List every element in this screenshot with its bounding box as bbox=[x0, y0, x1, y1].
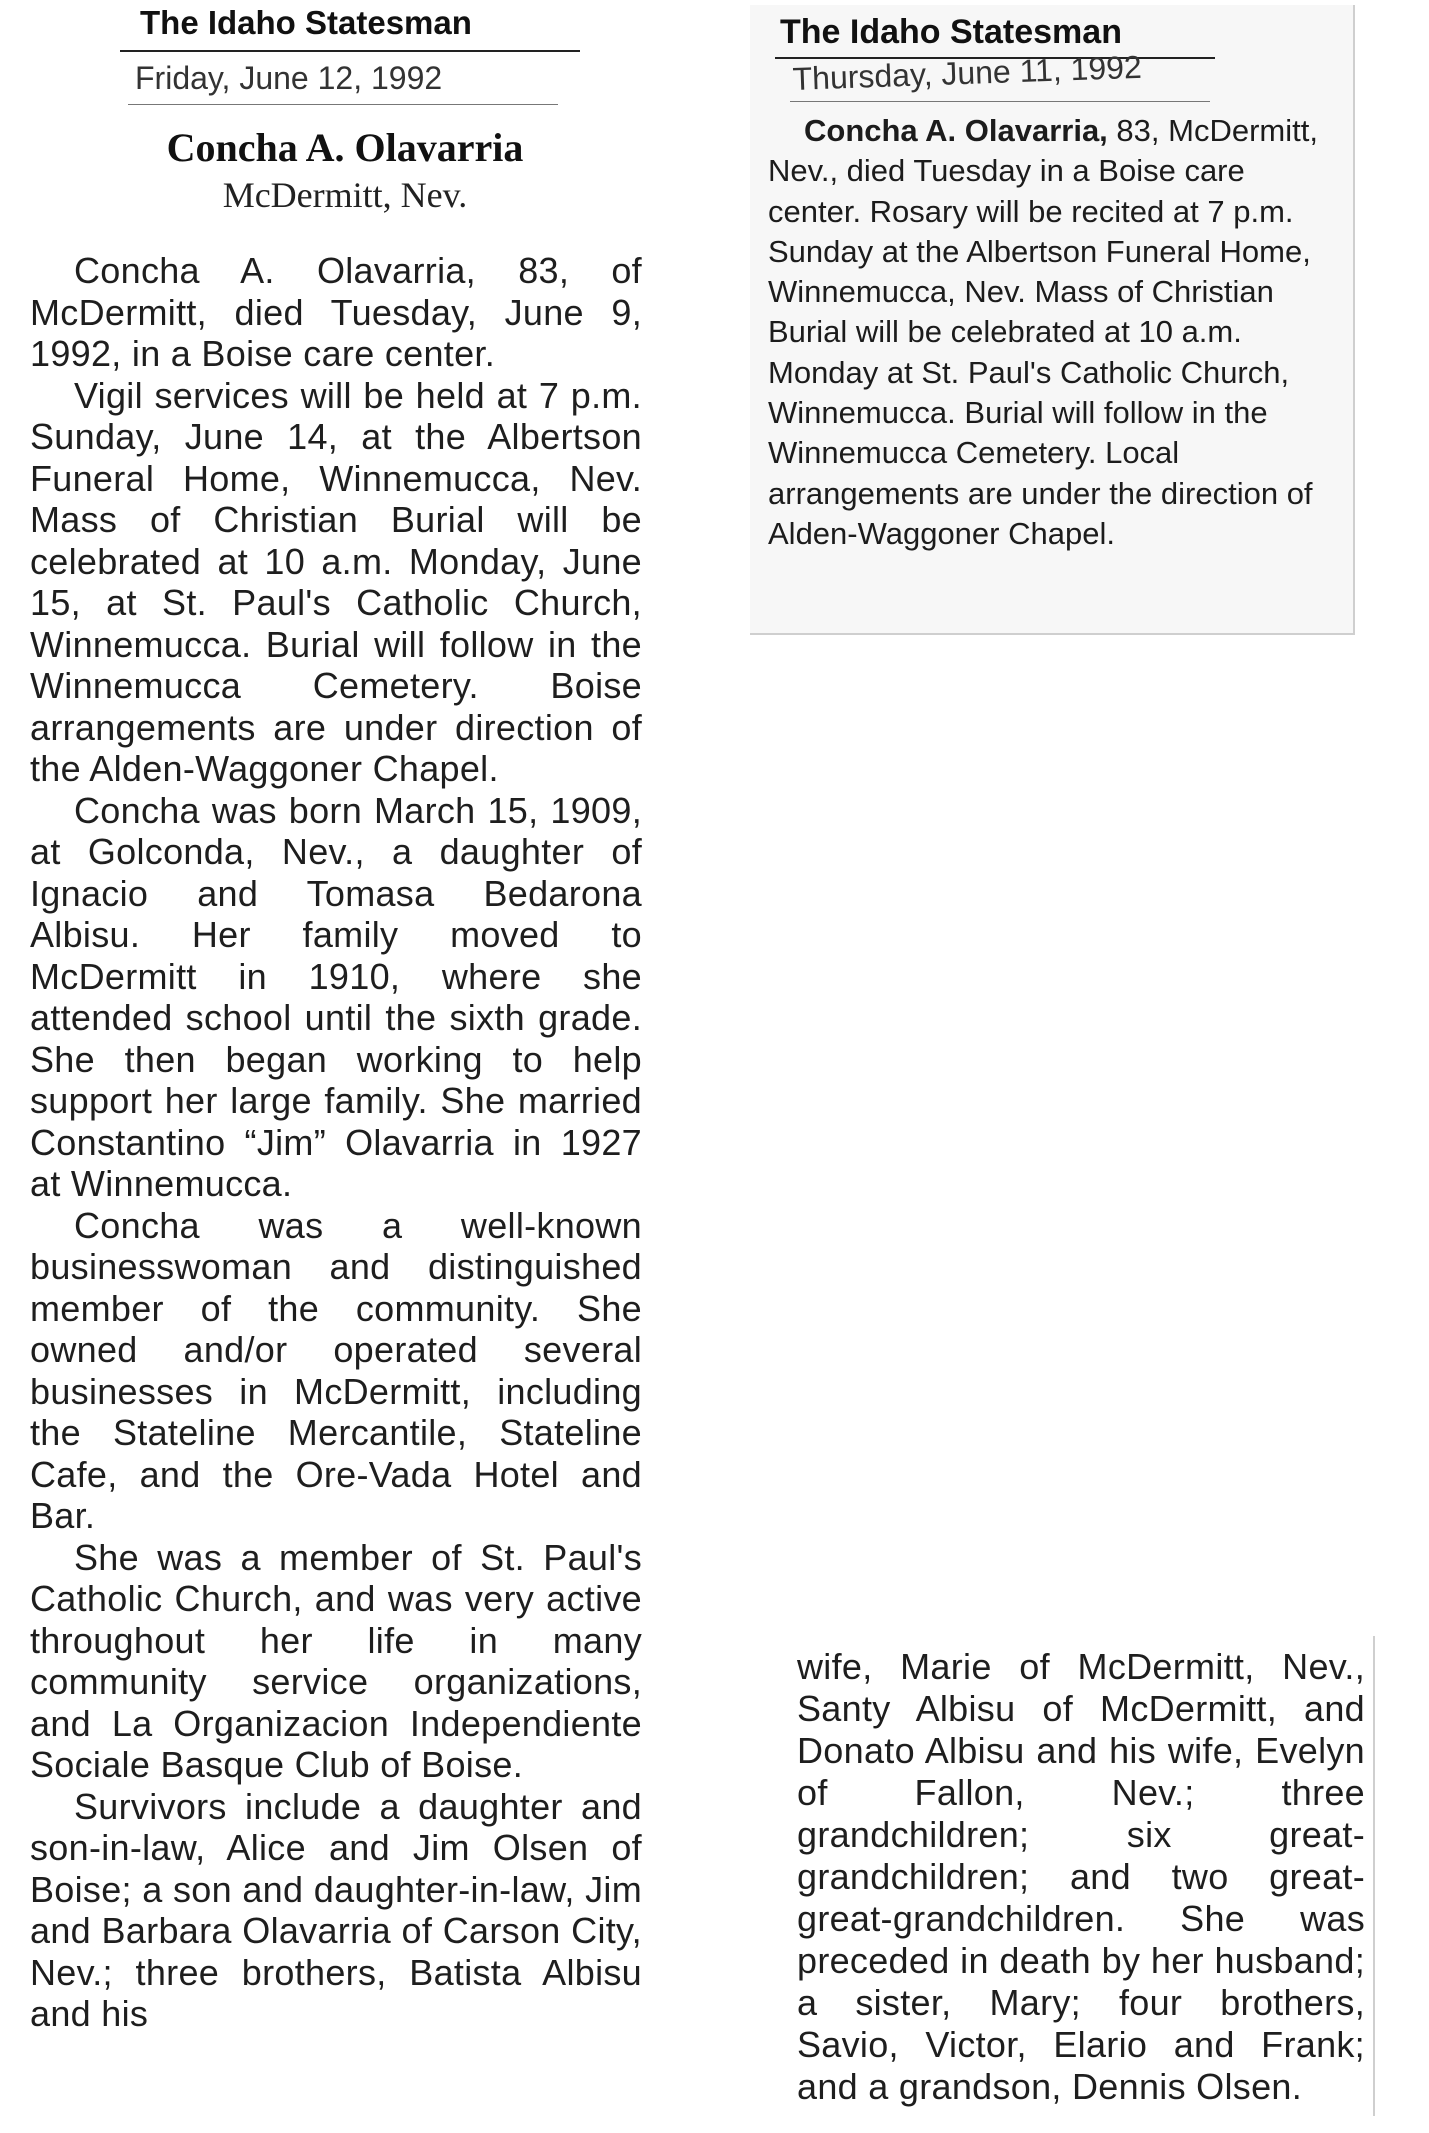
continuation-paragraph: wife, Marie of McDermitt, Nev., Santy Albisu of McDermitt, and Donato Albisu and his wife, Evelyn of Fallon, Nev.; three grandchildren; six great-grandchildren; and two great-great-grandchildren. She was preceded in death by her husband; a sister, Mary; four brothers, Savio, Victor, Elario and Frank; and a grandson, Dennis Olsen. bbox=[797, 1646, 1365, 2107]
dateline: Friday, June 12, 1992 bbox=[135, 60, 443, 96]
paragraph-death-notice: Concha A. Olavarria, 83, of McDermitt, died Tuesday, June 9, 1992, in a Boise care center. bbox=[30, 250, 642, 374]
paragraph-business: Concha was a well-known businesswoman and distinguished member of the community. She owned and/or operated several businesses in McDermitt, including the Stateline Mercantile, Stateline Cafe, and the Ore-Vada Hotel and Bar. bbox=[30, 1204, 642, 1536]
obituary-name: Concha A. Olavarria bbox=[166, 125, 524, 170]
dateline-rule bbox=[790, 101, 1210, 102]
obituary-clipping-friday bbox=[20, 0, 660, 2133]
dateline-rule bbox=[128, 104, 558, 105]
paragraph-survivors: Survivors include a daughter and son-in-law, Alice and Jim Olsen of Boise; a son and daughter-in-law, Jim and Barbara Olavarria of Carson City, Nev.; three brothers, Batista Albisu and his bbox=[30, 1785, 642, 2034]
obituary-clipping-continuation bbox=[775, 1636, 1375, 2116]
obituary-place: McDermitt, Nev. bbox=[222, 175, 468, 215]
clipping-edge-bottom bbox=[750, 633, 1355, 635]
obituary-clipping-thursday bbox=[750, 5, 1355, 635]
continuation-body bbox=[797, 1646, 1365, 2108]
notice-text: 83, McDermitt, Nev., died Tuesday in a Boise care center. Rosary will be recited at 7 p.m. Sunday at the Albertson Funeral Home, Winnemucca, Nev. Mass of Christian Burial will be celebrated at 10 a.m. Monday at St. Paul's Catholic Church, Winnemucca. Burial will follow in the Winnemucca Cemetery. Local arrangements are under the direction of Alden-Waggoner Chapel. bbox=[768, 113, 1318, 551]
masthead-rule bbox=[120, 50, 580, 52]
obituary-body bbox=[30, 250, 642, 2035]
clipping-edge-right bbox=[1373, 1636, 1375, 2116]
paragraph-biography: Concha was born March 15, 1909, at Golconda, Nev., a daughter of Ignacio and Tomasa Bedarona Albisu. Her family moved to McDermitt in 1910, where she attended school until the sixth grade. She then began working to help support her large family. She married Constantino “Jim” Olavarria in 1927 at Winnemucca. bbox=[30, 789, 642, 1204]
dateline: Thursday, June 11, 1992 bbox=[792, 48, 1143, 97]
notice-lead-name: Concha A. Olavarria, bbox=[804, 113, 1108, 148]
clipping-edge-right bbox=[1353, 5, 1355, 635]
masthead-title: The Idaho Statesman bbox=[140, 4, 472, 41]
paragraph-church: She was a member of St. Paul's Catholic Church, and was very active throughout her life in many community service organizations, and La Organizacion Independiente Sociale Basque Club of Boise. bbox=[30, 1536, 642, 1785]
masthead-title: The Idaho Statesman bbox=[780, 13, 1122, 51]
notice-paragraph bbox=[768, 111, 1333, 554]
notice-body bbox=[768, 111, 1333, 554]
paragraph-services: Vigil services will be held at 7 p.m. Sunday, June 14, at the Albertson Funeral Home, Winnemucca, Nev. Mass of Christian Burial will be celebrated at 10 a.m. Monday, June 15, at St. Paul's Catholic Church, Winnemucca. Burial will follow in the Winnemucca Cemetery. Boise arrangements are under direction of the Alden-Waggoner Chapel. bbox=[30, 374, 642, 789]
